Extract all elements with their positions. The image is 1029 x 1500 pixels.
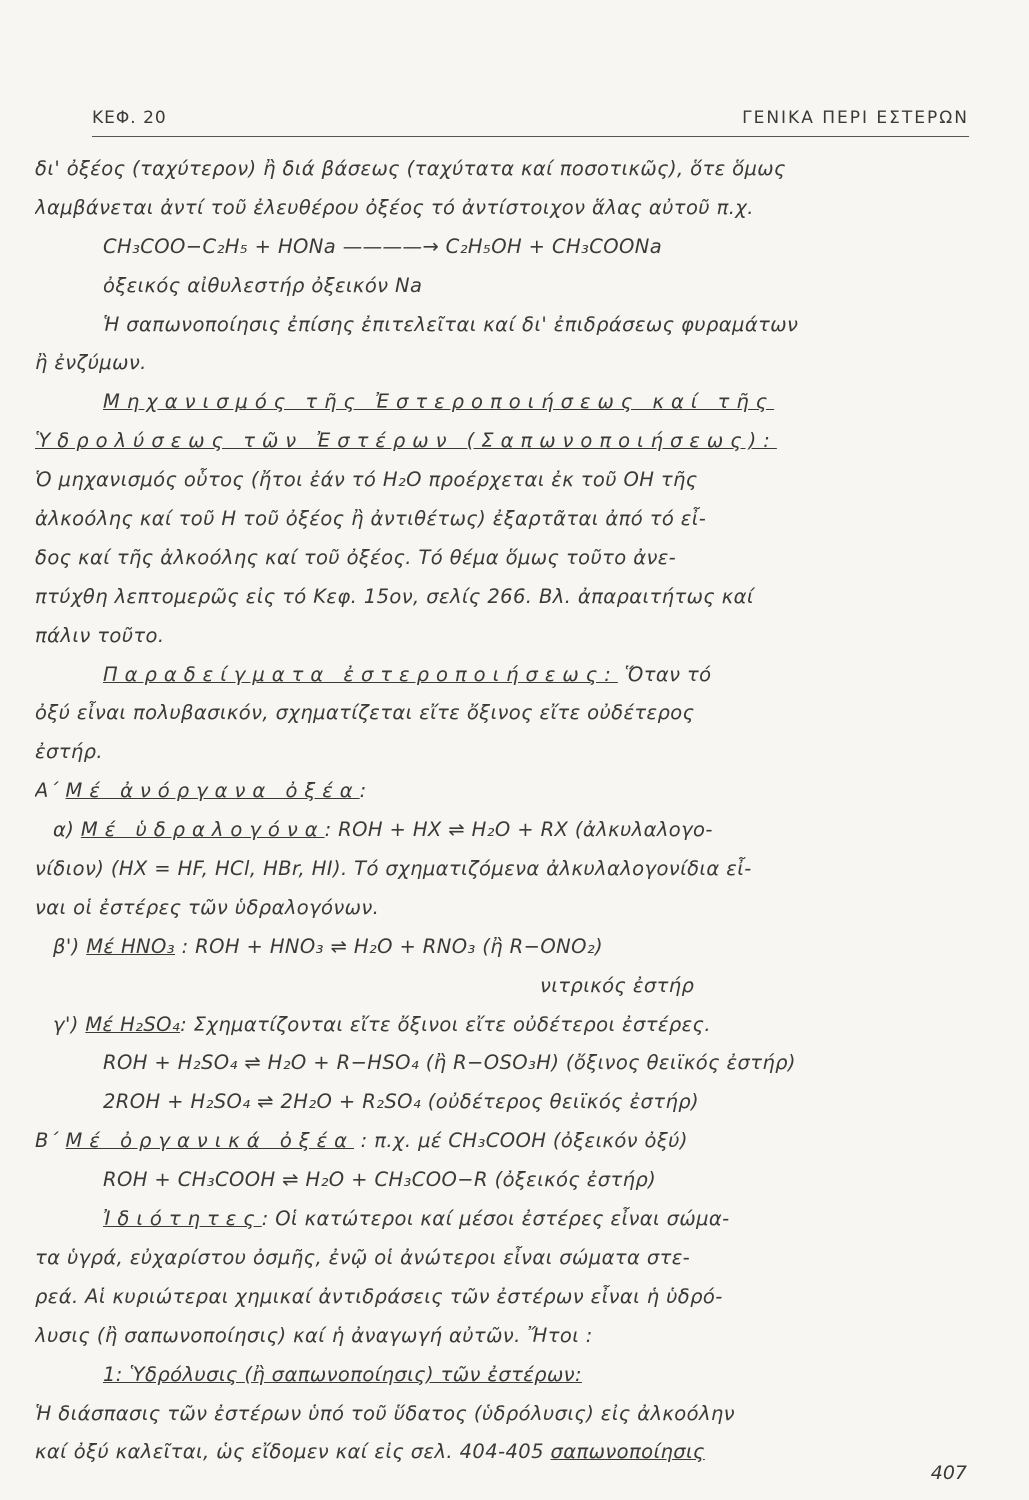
equation-line: ROH + CH₃COOH ⇌ H₂O + CH₃COO−R (ὀξεικός ἐστήρ) [103, 1168, 657, 1192]
text-line: λαμβάνεται ἀντί τοῦ ἐλευθέρου ὀξέος τό ἀντίστοιχον ἅλας αὐτοῦ π.χ. [35, 195, 754, 219]
equation-line: ROH + H₂SO₄ ⇌ H₂O + R−HSO₄ (ἢ R−OSO₃H) (ὄξινος θειϊκός ἐστήρ) [103, 1051, 796, 1075]
section-heading: Ὑδρολύσεως τῶν Ἐστέρων (Σαπωνοποιήσεως): [35, 429, 777, 453]
reaction-line: α) Μέ ὑδραλογόνα: ROH + HX ⇌ H₂O + RX (ἀλκυλαλογο- [53, 818, 713, 842]
text-line: λυσις (ἢ σαπωνοποίησις) καί ἡ ἀναγωγή αὐτῶν. Ἤτοι : [35, 1323, 593, 1347]
text-line: Ἰδιότητες: Οἱ κατώτεροι καί μέσοι ἐστέρες εἶναι σώμα- [103, 1207, 730, 1231]
text-line: ναι οἱ ἐστέρες τῶν ὑδραλογόνων. [35, 895, 380, 919]
reaction-line: β') Μέ HNO₃ : ROH + HNO₃ ⇌ H₂O + RNO₃ (ἢ R−ONO₂) [53, 934, 604, 958]
equation-caption: ὀξεικός αἰθυλεστήρ ὀξεικόν Na [103, 273, 423, 297]
text-line: Ἡ σαπωνοποίησις ἐπίσης ἐπιτελεῖται καί δι' ἐπιδράσεως φυραμάτων [103, 312, 799, 336]
page-number: 407 [930, 1462, 967, 1484]
text-line: ρεά. Αἱ κυριώτεραι χημικαί ἀντιδράσεις τῶν ἐστέρων εἶναι ἡ ὑδρό- [35, 1284, 723, 1308]
equation-caption: νιτρικός ἐστήρ [540, 973, 695, 997]
subsection-heading: Παραδείγματα ἐστεροποιήσεως: Ὅταν τό [103, 662, 712, 686]
equation-line: 2ROH + H₂SO₄ ⇌ 2H₂O + R₂SO₄ (οὐδέτερος θειϊκός ἐστήρ) [103, 1090, 699, 1114]
text-line: δος καί τῆς ἀλκοόλης καί τοῦ ὀξέος. Τό θέμα ὅμως τοῦτο ἀνε- [35, 545, 677, 569]
text-line: δι' ὀξέος (ταχύτερον) ἢ διά βάσεως (ταχύτατα καί ποσοτικῶς), ὅτε ὅμως [35, 157, 786, 180]
equation-line: CH₃COO−C₂H₅ + HONa ————→ C₂H₅OH + CH₃COONa [103, 234, 663, 258]
chapter-title: ΓΕΝΙΚΑ ΠΕΡΙ ΕΣΤΕΡΩΝ [742, 108, 969, 128]
text-line: Ἡ διάσπασις τῶν ἐστέρων ὑπό τοῦ ὕδατος (ὑδρόλυσις) εἰς ἀλκοόλην [35, 1401, 735, 1425]
subsection-heading: Β΄ Μέ ὀργανικά ὀξέα : π.χ. μέ CH₃COOH (ὀξεικόν ὀξύ) [35, 1129, 688, 1153]
text-line: ὀξύ εἶναι πολυβασικόν, σχηματίζεται εἴτε ὄξινος εἴτε οὐδέτερος [35, 701, 695, 725]
subsection-heading: Α΄ Μέ ἀνόργανα ὀξέα: [35, 779, 367, 803]
subsection-heading: 1: Ὑδρόλυσις (ἢ σαπωνοποίησις) τῶν ἐστέρων: [103, 1362, 582, 1386]
text-line: πάλιν τοῦτο. [35, 623, 165, 647]
text-line: τα ὑγρά, εὐχαρίστου ὀσμῆς, ἐνῷ οἱ ἀνώτεροι εἶναι σώματα στε- [35, 1245, 691, 1269]
text-line: ἢ ἐνζύμων. [35, 351, 147, 375]
chapter-label: ΚΕΦ. 20 [92, 108, 167, 128]
page-header [92, 108, 969, 138]
text-line: Ὁ μηχανισμός οὗτος (ἤτοι ἐάν τό H₂O προέρχεται ἐκ τοῦ OH τῆς [35, 468, 698, 492]
handwritten-body [35, 150, 995, 1472]
text-line: καί ὀξύ καλεῖται, ὡς εἴδομεν καί εἰς σελ. 404-405 σαπωνοποίησις [35, 1440, 705, 1464]
text-line: ἐστήρ. [35, 740, 103, 764]
header-divider [92, 136, 969, 137]
text-line: πτύχθη λεπτομερῶς εἰς τό Κεφ. 15ον, σελίς 266. Βλ. ἀπαραιτήτως καί [35, 584, 754, 608]
section-heading: Μηχανισμός τῆς Ἐστεροποιήσεως καί τῆς [103, 390, 775, 414]
text-line: νίδιον) (HX = HF, HCl, HBr, HI). Τό σχηματιζόμενα ἀλκυλαλογονίδια εἶ- [35, 857, 752, 881]
text-line: ἀλκοόλης καί τοῦ H τοῦ ὀξέος ἢ ἀντιθέτως) ἐξαρτᾶται ἀπό τό εἶ- [35, 507, 707, 531]
reaction-line: γ') Μέ H₂SO₄: Σχηματίζονται εἴτε ὄξινοι εἴτε οὐδέτεροι ἐστέρες. [53, 1012, 711, 1036]
